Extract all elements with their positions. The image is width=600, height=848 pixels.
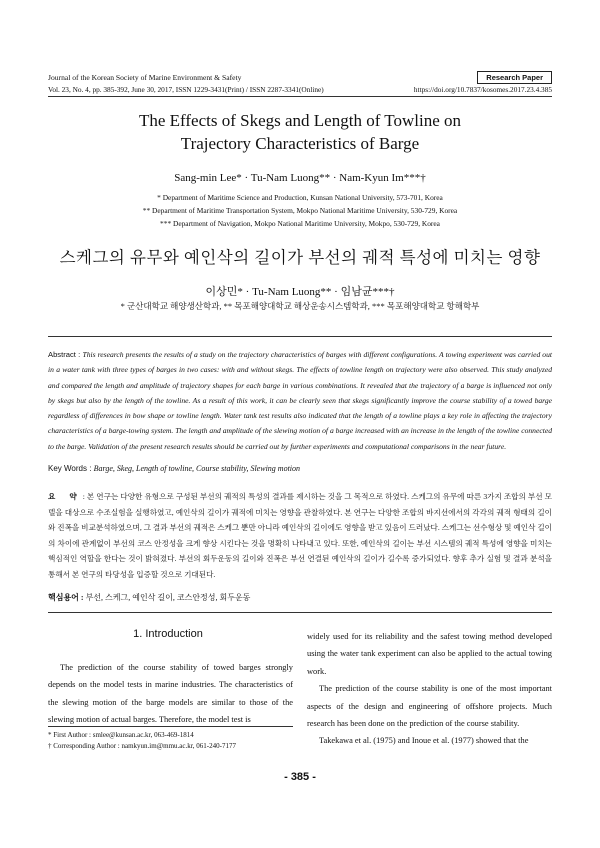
page-number: - 385 - xyxy=(284,771,316,783)
korean-keywords xyxy=(48,592,250,603)
body-top-rule xyxy=(48,612,552,613)
affiliation-1: * Department of Maritime Science and Production, Kunsan National University, 573-701, Korea xyxy=(157,193,443,202)
affiliation-3: *** Department of Navigation, Mokpo National Maritime University, Mokpo, 530-729, Korea xyxy=(160,219,440,228)
paper-title-line1: The Effects of Skegs and Length of Towline on xyxy=(138,111,462,130)
body-paragraph: The prediction of the course stability is one of the most important aspects of the design and engineering of offshore projects. Much research has been done on the prediction of the course stability. xyxy=(307,684,552,729)
body-paragraph: The prediction of the course stability of towed barges strongly depends on the model tests in marine industries. The characteristics of the slewing motion of the barge models are similar to those of the slewing motion of actual barges. Therefore, the model test is xyxy=(48,663,293,725)
abstract xyxy=(48,347,552,454)
paper-type-badge: Research Paper xyxy=(477,71,552,84)
korean-affiliations: * 군산대학교 해양생산학과, ** 목포해양대학교 해상운송시스템학과, *** 목포해양대학교 항해학부 xyxy=(120,301,480,311)
keywords-label: Key Words : xyxy=(48,464,94,473)
section-heading-introduction: 1. Introduction xyxy=(133,628,203,640)
paper-title-line2: Trajectory Characteristics of Barge xyxy=(180,134,420,153)
header-rule xyxy=(48,96,552,97)
right-column xyxy=(307,628,552,750)
journal-name: Journal of the Korean Society of Marine Environment & Safety xyxy=(48,73,242,82)
korean-abstract xyxy=(48,489,552,583)
footnote-corresponding-author: † Corresponding Author : namkyun.im@mmu.ac.kr, 061-240-7177 xyxy=(48,742,236,750)
abstract-text: This research presents the results of a study on the trajectory characteristics of barges with different configurations. A towing experiment was carried out in a water tank with three types of barges in two cases: with and without skegs. The effects of towline length on trajectory were also observed. This study analyzed and compared the length and amplitude of trajectory shapes for each barge in various combinations. It revealed that the trajectory of a barge is influenced not only by skegs but also by the length of the towline. As a result of this work, it can be clearly seen that skegs significantly improve the course stability of a towed barge regardless of differences in bow shape or towline length. Water tank test results also indicated that the length of a towline plays a key role in affecting the trajectory characteristics of a barge-towing system. The length and amplitude of the slewing motion of a barge increased with an increase in the length of the towline connected to the barge. Validation of the present research results should be carried out by further experiments and computational comparisons in the near future. xyxy=(48,350,553,451)
korean-author-list: 이상민* · Tu-Nam Luong** · 임남균***† xyxy=(205,286,395,298)
keywords xyxy=(48,464,300,473)
keywords-text: Barge, Skeg, Length of towline, Course stability, Slewing motion xyxy=(93,464,301,473)
abstract-label: Abstract : xyxy=(48,350,83,359)
body-paragraph: Takekawa et al. (1975) and Inoue et al. (1977) showed that the xyxy=(319,736,529,746)
footnote-first-author: * First Author : smlee@kunsan.ac.kr, 063-469-1814 xyxy=(48,731,194,739)
doi-link[interactable]: https://doi.org/10.7837/kosomes.2017.23.4.385 xyxy=(413,85,552,94)
affiliation-2: ** Department of Maritime Transportation System, Mokpo National Maritime University, 530-729, Korea xyxy=(142,206,458,215)
korean-abstract-text: : 본 연구는 다양한 유형으로 구성된 부선의 궤적의 특성의 결과를 제시하는 것을 그 목적으로 하였다. 스케그의 유무에 따른 3가지 조합의 부선 모델을 대상으로 수조실험을 실행하였고, 예인삭의 길이가 궤적에 미치는 영향을 관찰하였다. 본 연구는 다양한 조합의 바지선에서의 각각의 궤적 형태의 길이와 진폭을 비교분석하였으며, 그 결과 부선의 궤적은 스케그 뿐만 아니라 예인삭의 길이에도 영향을 받고 있음이 드러났다. 스케그는 선수형상 및 예인삭 길이의 차이에 관계없이 부선의 코스 안정성을 크게 향상 시킨다는 것을 명확히 나타내고 있다. 또한, 예인삭의 길이는 부선 시스템의 궤적 특성에 영향을 미치는 핵심적인 역할을 한다는 것이 밝혀졌다. 부선의 회두운동의 길이와 진폭은 부선 연결된 예인삭의 길이가 길수록 증가되었다. 향후 추가 실험 및 결과 분석을 통해서 본 연구의 타당성을 입증할 것으로 기대된다. xyxy=(48,492,552,579)
author-list: Sang-min Lee* · Tu-Nam Luong** · Nam-Kyun Im***† xyxy=(174,172,426,184)
korean-keywords-text: 부선, 스케그, 예인삭 길이, 코스안정성, 회두운동 xyxy=(85,593,251,602)
abstract-top-rule xyxy=(48,336,552,337)
body-paragraph: widely used for its reliability and the safest towing method developed using the water tank experiment can also be applied to the actual towing work. xyxy=(307,632,552,676)
korean-title: 스케그의 유무와 예인삭의 길이가 부선의 궤적 특성에 미치는 영향 xyxy=(59,248,541,267)
korean-abstract-label: 요 약 xyxy=(48,492,83,501)
left-column xyxy=(48,659,293,729)
korean-keywords-label: 핵심용어 : xyxy=(48,593,86,602)
volume-line: Vol. 23, No. 4, pp. 385-392, June 30, 2017, ISSN 1229-3431(Print) / ISSN 2287-3341(Online) xyxy=(48,85,324,94)
footnote-rule xyxy=(48,726,293,727)
